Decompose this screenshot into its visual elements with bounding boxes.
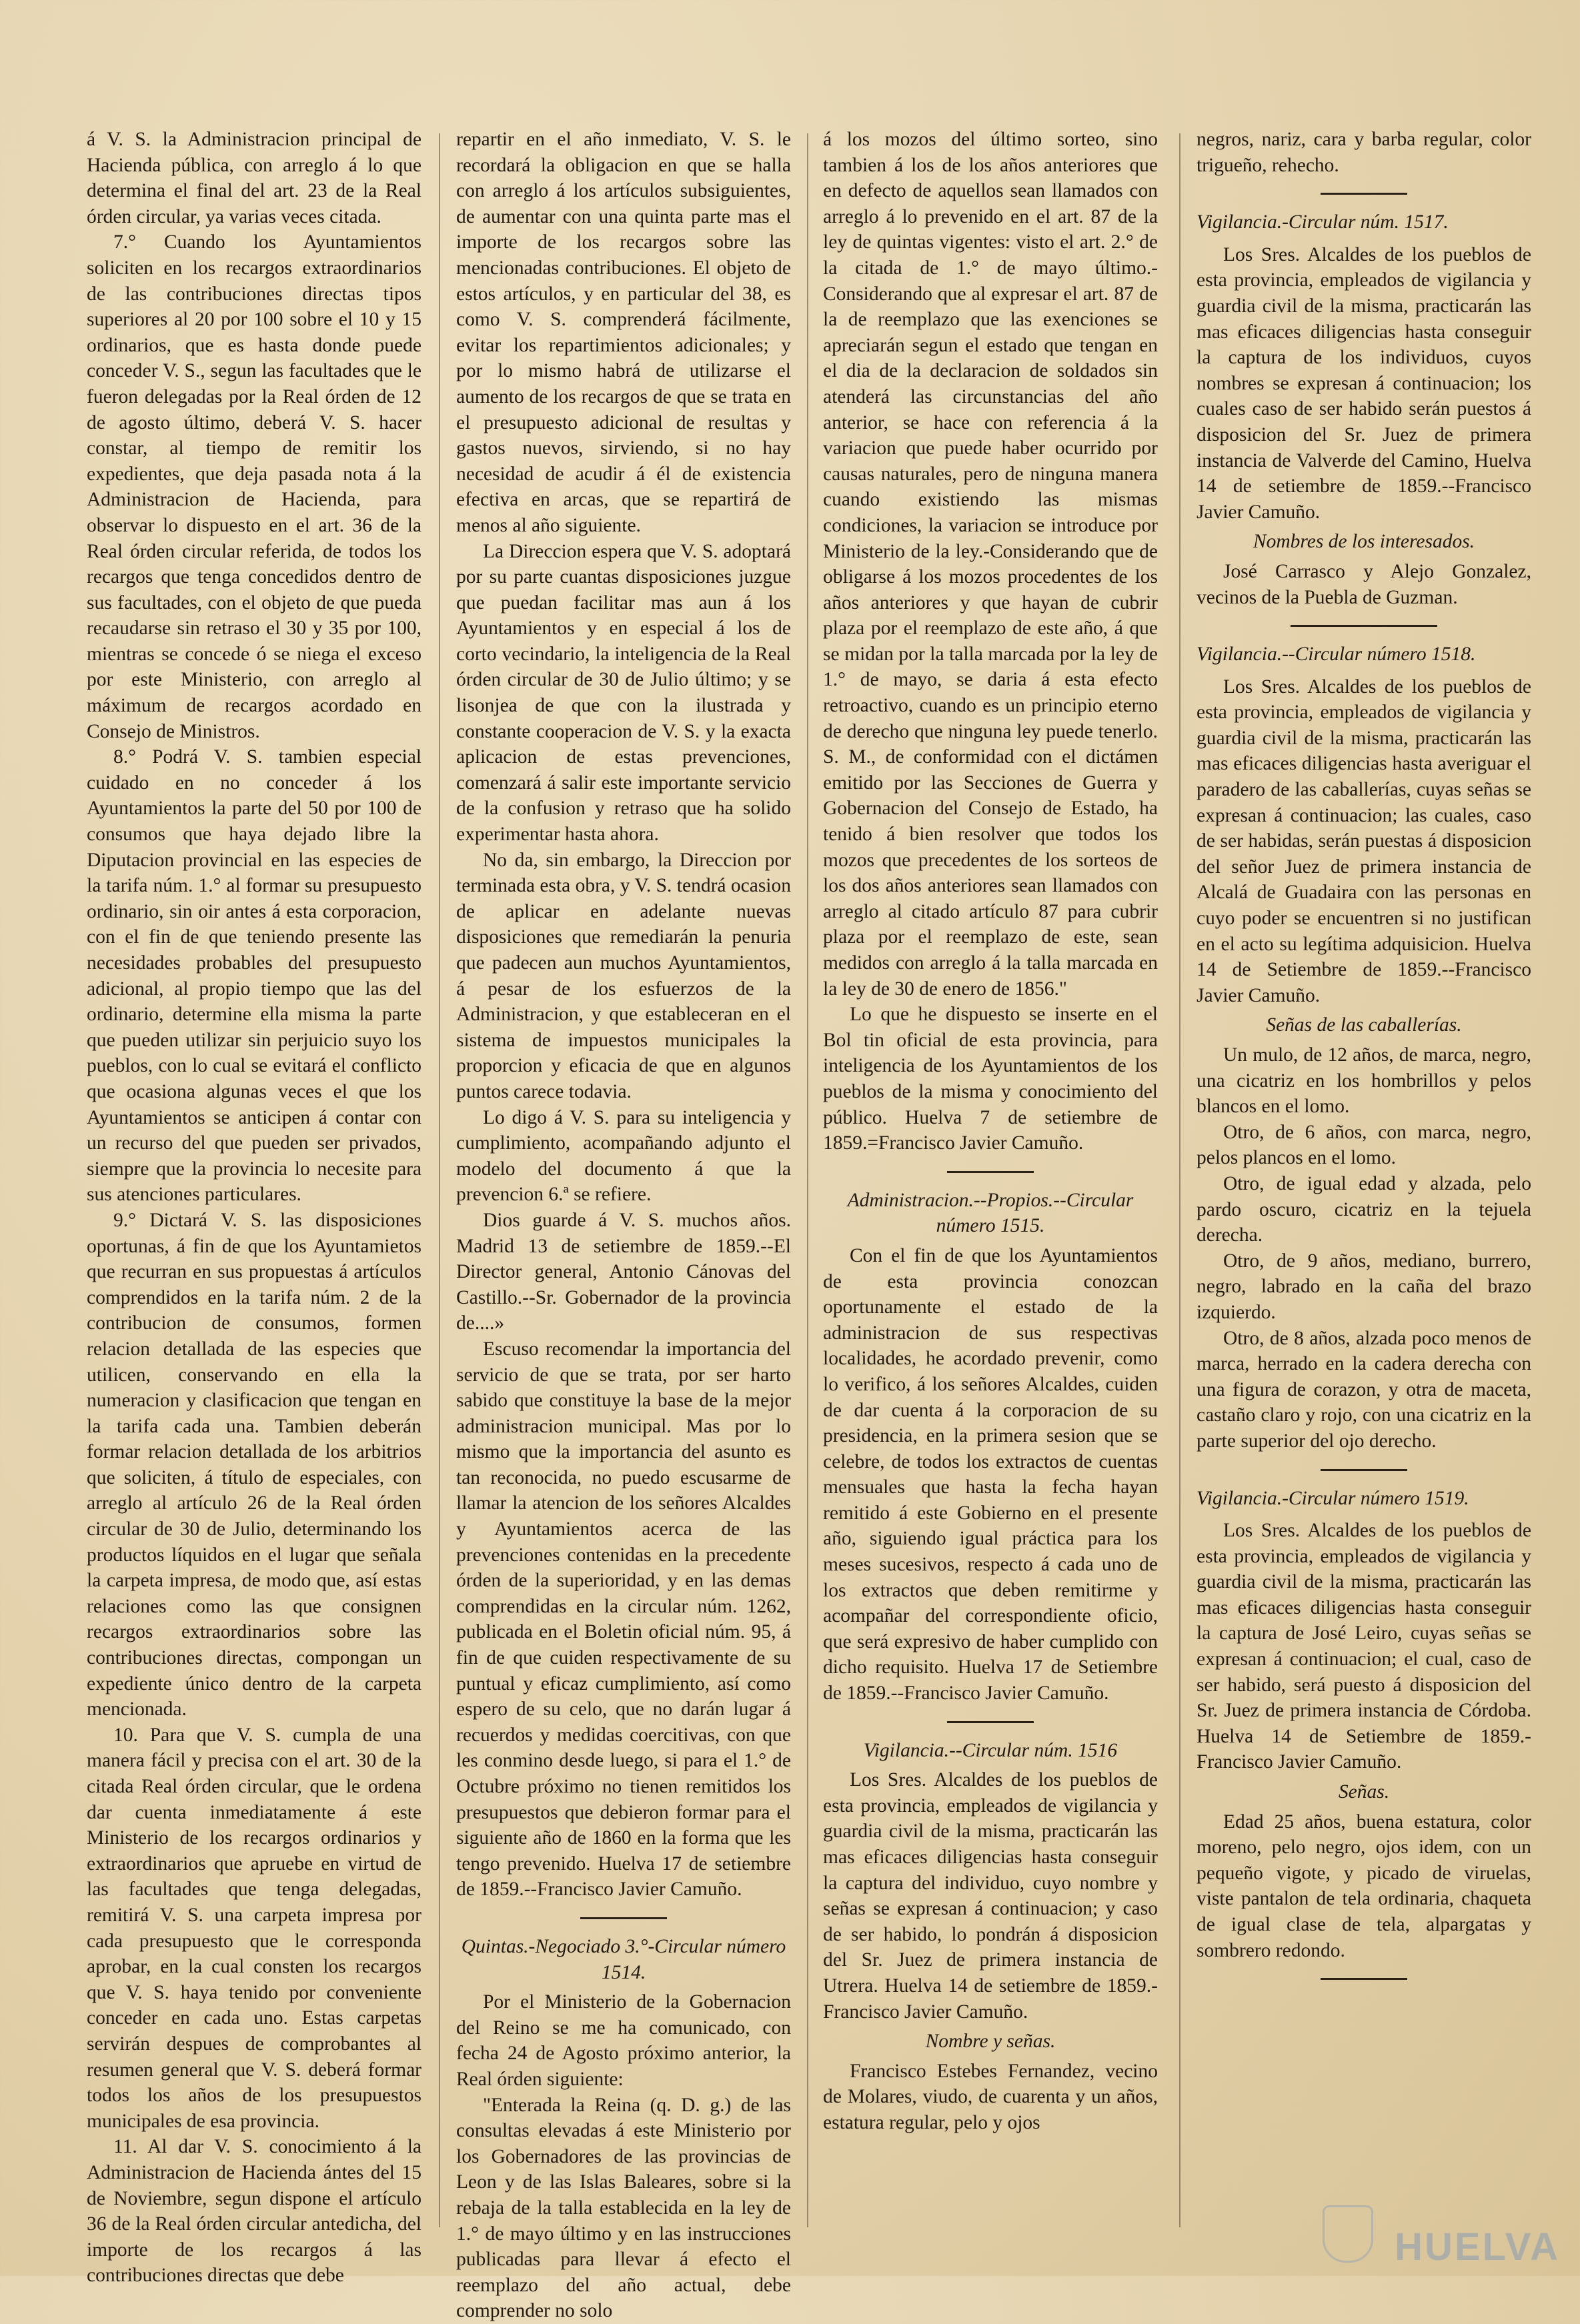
paragraph: Dios guarde á V. S. muchos años. Madrid 13 de setiembre de 1859.--El Director general, Antonio Cánovas del Castillo.--Sr. Gobernador de la provincia de....» <box>456 1209 791 1334</box>
column-rule <box>1179 133 1180 2227</box>
paragraph: Edad 25 años, buena estatura, color moreno, pelo negro, ojos idem, con un pequeño vigote, y picado de viruelas, viste pantalon de tela ordinaria, chaqueta de igual clase de tela, alpargatas y sombrero redondo. <box>1197 1811 1531 1961</box>
column-4-p1 <box>1197 242 1531 525</box>
paragraph: Con el fin de que los Ayuntamientos de esta provincia conozcan oportunamente el estado de la administracion de sus respectivas localidades, he acordado prevenir, como lo verifico, á los señores Alcaldes, cuiden de dar cuenta á la corporacion de su presidencia, en la primera sesion que se celebre, de todos los extractos de cuentas mensuales que hasta la fecha hayan remitido á este Gobierno en el presente año, siguiendo igual práctica para los meses sucesivos, respecto á cada uno de los extractos que deben remitirme y acompañar del correspondiente oficio, que será expresivo de haber cumplido con dicho requisito. Huelva 17 de Setiembre de 1859.--Francisco Javier Camuño. <box>823 1244 1158 1704</box>
column-1 <box>87 127 422 2289</box>
section-heading-administracion: Administracion.--Propios.--Circular número 1515. <box>847 1189 1134 1237</box>
paragraph: Los Sres. Alcaldes de los pueblos de esta provincia, empleados de vigilancia y guardia civil de la misma, practicarán las mas eficaces diligencias hasta conseguir la captura de José Leiro, cuyas señas se expresan á continuacion; el cual, caso de ser habido, será puesto á disposicion del Sr. Juez de primera instancia de Córdoba. Huelva 14 de Setiembre de 1859.-Francisco Javier Camuño. <box>1197 1520 1531 1773</box>
column-2 <box>456 127 791 2324</box>
section-divider <box>1321 193 1407 195</box>
paragraph: á los mozos del último sorteo, sino tambien á los de los años anteriores que en defecto de aquellos sean llamados con arreglo á lo prevenido en el art. 87 de la ley de quintas vigentes: visto el art. 2.° de la citada de 1.° de mayo último.-Considerando que al expresar el art. 87 de la de reemplazo que las exenciones se apreciarán segun el estado que tengan en el dia de la declaracion de soldados sin atenderá las circunstancias del año anterior, se hace con referencia á la variacion que puede haber ocurrido por causas naturales, pero de ninguna manera cuando existiendo las mismas condiciones, la variacion se introduce por Ministerio de la ley.-Considerando que de obligarse á los mozos procedentes de los años anteriores y que hayan de cubrir plaza por el reemplazo de este año, á que se midan por la talla marcada por la ley de 1.° de mayo, se daria á esta efecto retroactivo, cuando es un principio eterno de derecho que ninguna ley puede tenerlo. S. M., de conformidad con el dictámen emitido por las Secciones de Guerra y Gobernacion del Consejo de Estado, ha tenido á bien resolver que todos los mozos que precedentes de los sorteos de los dos años anteriores sean llamados con arreglo al citado artículo 87 para cubrir plaza por el reemplazo de este, sean medidos con arreglo á la talla marcada en la ley de 30 de enero de 1856." <box>823 129 1158 1000</box>
column-4-p3 <box>1197 1518 1531 1775</box>
column-2-top <box>456 127 791 1903</box>
paragraph: La Direccion espera que V. S. adoptará por su parte cuantas disposiciones juzgue que puedan facilitar mas aun á los Ayuntamientos y en especial á los de corto vecindario, la inteligencia de la Real órden circular de 30 de Julio último; y se lisonjea de que con la ilustrada y constante cooperacion de V. S. y la exacta aplicacion de estas prevenciones, comenzará á salir este importante servicio de la confusion y retraso que ha solido experimentar hasta ahora. <box>456 540 791 846</box>
column-3-top <box>823 127 1158 1156</box>
paragraph: á V. S. la Administracion principal de Hacienda pública, con arreglo á lo que determina el final del art. 23 de la Real órden circular, ya varias veces citada. <box>87 129 422 227</box>
section-divider <box>1291 625 1437 627</box>
column-2-bottom <box>456 1989 791 2324</box>
subheading-senas: Señas. <box>1338 1781 1390 1803</box>
newspaper-page <box>73 127 1531 2322</box>
paragraph: José Carrasco y Alejo Gonzalez, vecinos de la Puebla de Guzman. <box>1197 560 1531 608</box>
paragraph: Un mulo, de 12 años, de marca, negro, una cicatriz en los hombrillos y pelos blancos en el lomo. <box>1197 1044 1531 1118</box>
section-heading-vigilancia-1518: Vigilancia.--Circular número 1518. <box>1197 644 1476 666</box>
paragraph: Otro, de 9 años, mediano, burrero, negro, labrado en la caña del brazo izquierdo. <box>1197 1250 1531 1323</box>
section-heading-vigilancia-1517: Vigilancia.-Circular núm. 1517. <box>1197 211 1449 233</box>
section-divider <box>580 1917 667 1919</box>
column-4-p3b <box>1197 1809 1531 1964</box>
paragraph: 8.° Podrá V. S. tambien especial cuidado en no conceder á los Ayuntamientos la parte del 50 por 100 de consumos que haya dejado libre la Diputacion provincial en las especies de la tarifa núm. 1.° al formar su presupuesto ordinario, sin oir antes á esta corporacion, con el fin de que teniendo presente las necesidades probables del presupuesto adicional, al propio tiempo que las del ordinario, determine ella misma la parte que pueden utilizar sin perjuicio suyo los pueblos, con lo cual se evitará el conflicto que ocasiona algunas veces el que los Ayuntamientos se anticipen á contar con un recurso del que pueden ser privados, siempre que la provincia lo necesite para sus atenciones particulares. <box>87 746 422 1206</box>
section-divider <box>947 1721 1034 1723</box>
paragraph: Escuso recomendar la importancia del servicio de que se trata, por ser harto sabido que constituye la base de la mejor administracion municipal. Mas por lo mismo que la importancia del asunto es tan reconocida, no puedo escusarme de llamar la atencion de los señores Alcaldes y Ayuntamientos acerca de las prevenciones contenidas en la precedente órden de la superioridad, y en las demas comprendidas en la circular núm. 1262, publicada en el Boletin oficial núm. 95, á fin de que cuiden respectivamente de su puntual y eficaz cumplimiento, así como espero de su celo, que no darán lugar á recuerdos y medidas coercitivas, con que les conmino desde luego, si para el 1.° de Octubre próximo no tienen remitidos los presupuestos que debieron formar para el siguiente año de 1860 en la forma que les tengo prevenido. Huelva 17 de setiembre de 1859.--Francisco Javier Camuño. <box>456 1338 791 1901</box>
column-4 <box>1197 127 1531 1995</box>
subheading-nombre-senas: Nombre y señas. <box>925 2031 1056 2053</box>
column-3-mid <box>823 1243 1158 1706</box>
column-4-top <box>1197 127 1531 178</box>
column-rule <box>439 133 440 2227</box>
section-heading-quintas: Quintas.-Negociado 3.°-Circular número 1514. <box>461 1935 786 1983</box>
section-heading-vigilancia-1519: Vigilancia.-Circular número 1519. <box>1197 1487 1469 1509</box>
paragraph: Otro, de igual edad y alzada, pelo pardo oscuro, cicatriz en la tejuela derecha. <box>1197 1172 1531 1246</box>
column-4-p2 <box>1197 674 1531 1009</box>
column-3 <box>823 127 1158 2136</box>
paragraph: Los Sres. Alcaldes de los pueblos de esta provincia, empleados de vigilancia y guardia civil de la misma, practicarán las mas eficaces diligencias hasta conseguir la captura del individuo, cuyo nombre y señas se expresan á continuacion; y caso de ser habido, lo pondrán á disposicion del Sr. Juez de primera instancia de Utrera. Huelva 14 de setiembre de 1859.-Francisco Javier Camuño. <box>823 1769 1158 2023</box>
column-4-p2b <box>1197 1042 1531 1454</box>
column-4-p1b <box>1197 559 1531 610</box>
paragraph: 11. Al dar V. S. conocimiento á la Administracion de Hacienda ántes del 15 de Noviembre, segun dispone el artículo 36 de la Real órden circular antedicha, del importe de los recargos á las contribuciones directas que debe <box>87 2136 422 2287</box>
column-3-bottom <box>823 1767 1158 2025</box>
section-divider <box>947 1171 1034 1173</box>
paragraph: 7.° Cuando los Ayuntamientos soliciten en los recargos extraordinarios de las contribuciones directas tipos superiores al 20 por 100 sobre el 10 y 15 ordinarios, que es hasta donde puede conceder V. S., segun las facultades que le fueron delegadas por la Real órden de 12 de agosto último, deberá V. S. hacer constar, al tiempo de remitir los expedientes, que deja pasada nota á la Administracion de Hacienda, para observar lo dispuesto en el art. 36 de la Real órden circular referida, de todos los recargos que tenga concedidos dentro de sus facultades, con el objeto de que pueda recaudarse sin retraso el 30 y 35 por 100, mientras se concede ó se niega el exceso por este Ministerio, con arreglo al máximum de recargos acordado en Consejo de Ministros. <box>87 231 422 742</box>
paragraph: Los Sres. Alcaldes de los pueblos de esta provincia, empleados de vigilancia y guardia civil de la misma, practicarán las mas eficaces diligencias hasta conseguir la captura de los individuos, cuyos nombres se expresan á continuacion; los cuales caso de ser habido serán puestos á disposicion del Sr. Juez de primera instancia de Valverde del Camino, Huelva 14 de setiembre de 1859.--Francisco Javier Camuño. <box>1197 243 1531 523</box>
paragraph: No da, sin embargo, la Direccion por terminada esta obra, y V. S. tendrá ocasion de aplicar en adelante nuevas disposiciones que remediarán la penuria que padecen aun muchos Ayuntamientos, á pesar de los esfuerzos de la Administracion, y que estableceran en el sistema de impuestos municipales la proporcion y eficacia de que en algunos puntos carece todavia. <box>456 849 791 1102</box>
column-rule <box>807 133 808 2227</box>
paragraph: Francisco Estebes Fernandez, vecino de Molares, viudo, de cuarenta y un años, estatura regular, pelo y ojos <box>823 2060 1158 2133</box>
paragraph: Otro, de 8 años, alzada poco menos de marca, herrado en la cadera derecha con una figura de corazon, y otra de maceta, castaño claro y rojo, con una cicatriz en la parte superior del ojo derecho. <box>1197 1327 1531 1452</box>
archive-stamp: HUELVA <box>1395 2225 1560 2269</box>
paragraph: negros, nariz, cara y barba regular, color trigueño, rehecho. <box>1197 129 1531 176</box>
section-divider <box>1321 1469 1407 1471</box>
subheading-senas-caballerias: Señas de las caballerías. <box>1266 1014 1462 1036</box>
paragraph: Lo que he dispuesto se inserte en el Bol tin oficial de esta provincia, para inteligencia de los Ayuntamientos de los pueblos de la misma y conocimiento del público. Huelva 7 de setiembre de 1859.=Francisco Javier Camuño. <box>823 1004 1158 1154</box>
section-divider <box>1321 1978 1407 1980</box>
paragraph: Otro, de 6 años, con marca, negro, pelos plancos en el lomo. <box>1197 1121 1531 1169</box>
paragraph: repartir en el año inmediato, V. S. le recordará la obligacion en que se halla con arreglo á los artículos subsiguientes, de aumentar con una quinta parte mas el importe de los recargos sobre las mencionadas contribuciones. El objeto de estos artículos, y en particular del 38, es como V. S. comprenderá fácilmente, evitar los repartimientos adicionales; y por lo mismo habrá de utilizarse el aumento de los recargos de que se trata en el presupuesto adicional de resultas y gastos nuevos, sirviendo, si no hay necesidad de acudir á él de existencia efectiva en arcas, que se repartirá de menos al año siguiente. <box>456 129 791 536</box>
paragraph: Lo digo á V. S. para su inteligencia y cumplimiento, acompañando adjunto el modelo del documento á que la prevencion 6.ª se refiere. <box>456 1106 791 1206</box>
paragraph: 10. Para que V. S. cumpla de una manera fácil y precisa con el art. 30 de la citada Real órden circular, que le ordena dar cuenta inmediatamente á este Ministerio de los recargos ordinarios y extraordinarios que apruebe en virtud de las facultades que tenga delegadas, remitirá V. S. una carpeta impresa por cada presupuesto que le corresponda aprobar, en la cual consten los recargos que V. S. haya tenido por conveniente conceder en cada uno. Estas carpetas servirán despues de comprobantes al resumen general que V. S. deberá formar todos los años de los presupuestos municipales de esa provincia. <box>87 1724 422 2132</box>
subheading-nombres: Nombres de los interesados. <box>1253 531 1475 553</box>
paragraph: Los Sres. Alcaldes de los pueblos de esta provincia, empleados de vigilancia y guardia civil de la misma, practicarán las mas eficaces diligencias hasta averiguar el paradero de las caballerías, cuyas señas se expresan á continuacion; las cuales, caso de ser habidas, serán puestas á disposicion del señor Juez de primera instancia de Alcalá de Guadaira con las personas en cuyo poder se encuentren si no justifican en el acto su legítima adquisicion. Huelva 14 de Setiembre de 1859.--Francisco Javier Camuño. <box>1197 676 1531 1006</box>
paragraph: Por el Ministerio de la Gobernacion del Reino se me ha comunicado, con fecha 24 de Agosto próximo anterior, la Real órden siguiente: <box>456 1991 791 2090</box>
column-3-tail <box>823 2059 1158 2136</box>
section-heading-vigilancia-1516: Vigilancia.--Circular núm. 1516 <box>863 1739 1118 1761</box>
paragraph: 9.° Dictará V. S. las disposiciones oportunas, á fin de que los Ayuntamietos que recurran en sus propuestas á artículos comprendidos en la tarifa núm. 2 de la contribucion de consumos, formen relacion detallada de las especies que utilicen, conservando en ella la numeracion y clasificacion que tengan en la tarifa cada una. Tambien deberán formar relacion detallada de los arbitrios que soliciten, á título de especiales, con arreglo al artículo 26 de la Real órden circular de 30 de Julio, determinando los productos líquidos en el lugar que señala la carpeta impresa, de modo que, así estas relaciones como las que consignen recargos extraordinarios sobre las contribuciones directas, compongan un expediente único dentro de la carpeta mencionada. <box>87 1209 422 1720</box>
paragraph: "Enterada la Reina (q. D. g.) de las consultas elevadas á este Ministerio por los Gobernadores de las provincias de Leon y de las Islas Baleares, sobre si la rebaja de la talla establecida en la ley de 1.° de mayo último y en las instrucciones publicadas para llevar á efecto el reemplazo del año actual, debe comprender no solo <box>456 2094 791 2322</box>
archive-seal-icon <box>1323 2205 1373 2263</box>
